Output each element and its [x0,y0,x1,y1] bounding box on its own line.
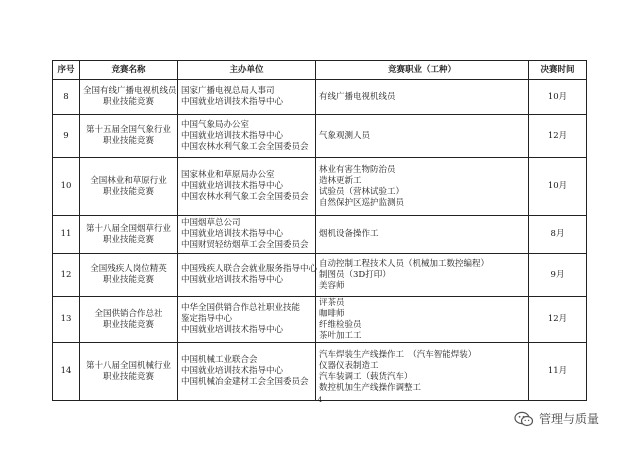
competition-occupation [316,158,529,216]
page-number: 4 [317,396,323,404]
competition-occupation [316,80,529,115]
competition-occupation-line: 数控机加生产线操作调整工 [319,382,422,393]
competition-occupation [316,216,529,254]
competition-table [52,60,587,401]
competition-name-line: 全国残疾人岗位精英 [90,264,167,274]
competition-occupation-line: 烟机设备操作工 [319,229,379,239]
host-organization [178,343,316,401]
competition-occupation-line: 仪器仪表制造工 [319,360,379,371]
host-organization-line: 中国农林水利气象工会全国委员会 [181,192,309,202]
row-number: 9 [53,115,80,158]
competition-name [80,297,178,343]
host-organization-line: 中国就业培训技术指导中心 [181,325,284,335]
table-header-row [53,61,587,80]
host-organization [178,158,316,216]
competition-occupation-line: 茶叶加工工 [319,330,362,341]
competition-occupation-line: 汽车装调工（载货汽车） [319,371,413,382]
competition-occupation-line: 纤维检验员 [319,319,362,330]
competition-occupation-line: 气象观测人员 [319,130,371,141]
host-organization [178,80,316,115]
host-organization-line: 鉴定指导中心 [181,314,233,324]
table-row [53,158,587,216]
final-time: 12月 [529,297,587,343]
competition-name-line: 职业技能竞赛 [102,275,154,285]
host-organization-line: 国家林业和草原局办公室 [181,170,275,180]
host-organization-line: 中国气象局办公室 [181,119,250,130]
competition-occupation-line: 自动控制工程技术人员（机械加工数控编程） [319,258,490,269]
row-number: 12 [53,254,80,297]
competition-name-line: 职业技能竞赛 [102,234,154,245]
header-host: 主办单位 [178,61,316,80]
host-organization [178,115,316,158]
competition-occupation [316,297,529,343]
competition-name-line: 职业技能竞赛 [102,319,154,330]
table-row [53,115,587,158]
row-number: 11 [53,216,80,254]
competition-occupation-line: 美容师 [319,280,345,291]
competition-name-line: 第十五届全国气象行业 [85,125,171,135]
competition-name [80,115,178,158]
final-time: 10月 [529,158,587,216]
competition-name-line: 第十八届全国机械行业 [85,360,171,371]
wechat-icon [514,411,534,427]
competition-name [80,254,178,297]
host-organization-line: 中国机械工业联合会 [181,355,258,365]
host-organization-line: 中国就业培训技术指导中心 [181,275,284,285]
host-organization [178,297,316,343]
watermark [514,410,599,427]
header-job: 竞赛职业（工种） [316,61,529,80]
competition-occupation [316,343,529,401]
competition-name-line: 职业技能竞赛 [102,371,154,382]
competition-occupation-line: 有线广播电视机线员 [319,91,396,102]
competition-occupation-line: 评茶员 [319,297,345,308]
competition-occupation-line: 自然保护区巡护监测员 [319,197,405,208]
table-row [53,216,587,254]
row-number: 10 [53,158,80,216]
competition-occupation [316,254,529,297]
row-number: 13 [53,297,80,343]
host-organization-line: 中国就业培训技术指导中心 [181,366,284,376]
host-organization-line: 中国农林水利气象工会全国委员会 [181,141,309,152]
competition-name-line: 全国林业和草原行业 [90,175,167,186]
competition-occupation-line: 制图员（3D打印） [319,269,391,280]
host-organization-line: 中国残疾人联合会就业服务指导中心 [181,264,318,274]
table-body [53,80,587,401]
table-row [53,297,587,343]
competition-name-line: 全国供销合作总社 [94,308,163,319]
header-time: 决赛时间 [529,61,587,80]
competition-name [80,80,178,115]
host-organization-line: 中华全国供销合作总社职业技能 [181,303,301,313]
host-organization-line: 中国烟草总公司 [181,218,241,228]
host-organization-line: 中国机械冶金建材工会全国委员会 [181,377,309,387]
competition-occupation-line: 汽车焊装生产线操作工 （汽车智能焊装） [319,349,477,360]
host-organization-line: 中国就业培训技术指导中心 [181,181,284,191]
host-organization-line: 中国财贸轻纺烟草工会全国委员会 [181,240,309,250]
row-number: 8 [53,80,80,115]
final-time: 8月 [529,216,587,254]
header-no: 序号 [53,61,80,80]
competition-name-line: 第十八届全国烟草行业 [85,223,171,234]
competition-name [80,343,178,401]
header-name: 竞赛名称 [80,61,178,80]
table-row [53,254,587,297]
competition-name-line: 职业技能竞赛 [102,186,154,197]
final-time: 12月 [529,115,587,158]
row-number: 14 [53,343,80,401]
competition-occupation [316,115,529,158]
watermark-text: 管理与质量 [539,412,600,426]
final-time: 10月 [529,80,587,115]
host-organization [178,254,316,297]
competition-occupation-line: 林业有害生物防治员 [319,164,396,175]
competition-name-line: 职业技能竞赛 [102,97,154,107]
host-organization-line: 中国就业培训技术指导中心 [181,97,284,107]
competition-occupation-line: 造林更新工 [319,175,362,186]
host-organization-line: 中国就业培训技术指导中心 [181,229,284,239]
final-time: 11月 [529,343,587,401]
competition-occupation-line: 试验员（营林试验工） [319,186,405,197]
final-time: 9月 [529,254,587,297]
host-organization [178,216,316,254]
table-row [53,343,587,401]
competition-name-line: 全国有线广播电视机线员 [83,86,177,96]
competition-name-line: 职业技能竞赛 [102,136,154,146]
competition-occupation-line: 咖啡师 [319,308,345,319]
host-organization-line: 中国就业培训技术指导中心 [181,130,284,141]
competition-name [80,158,178,216]
table-row [53,80,587,115]
competition-name [80,216,178,254]
host-organization-line: 国家广播电视总局人事司 [181,86,275,96]
